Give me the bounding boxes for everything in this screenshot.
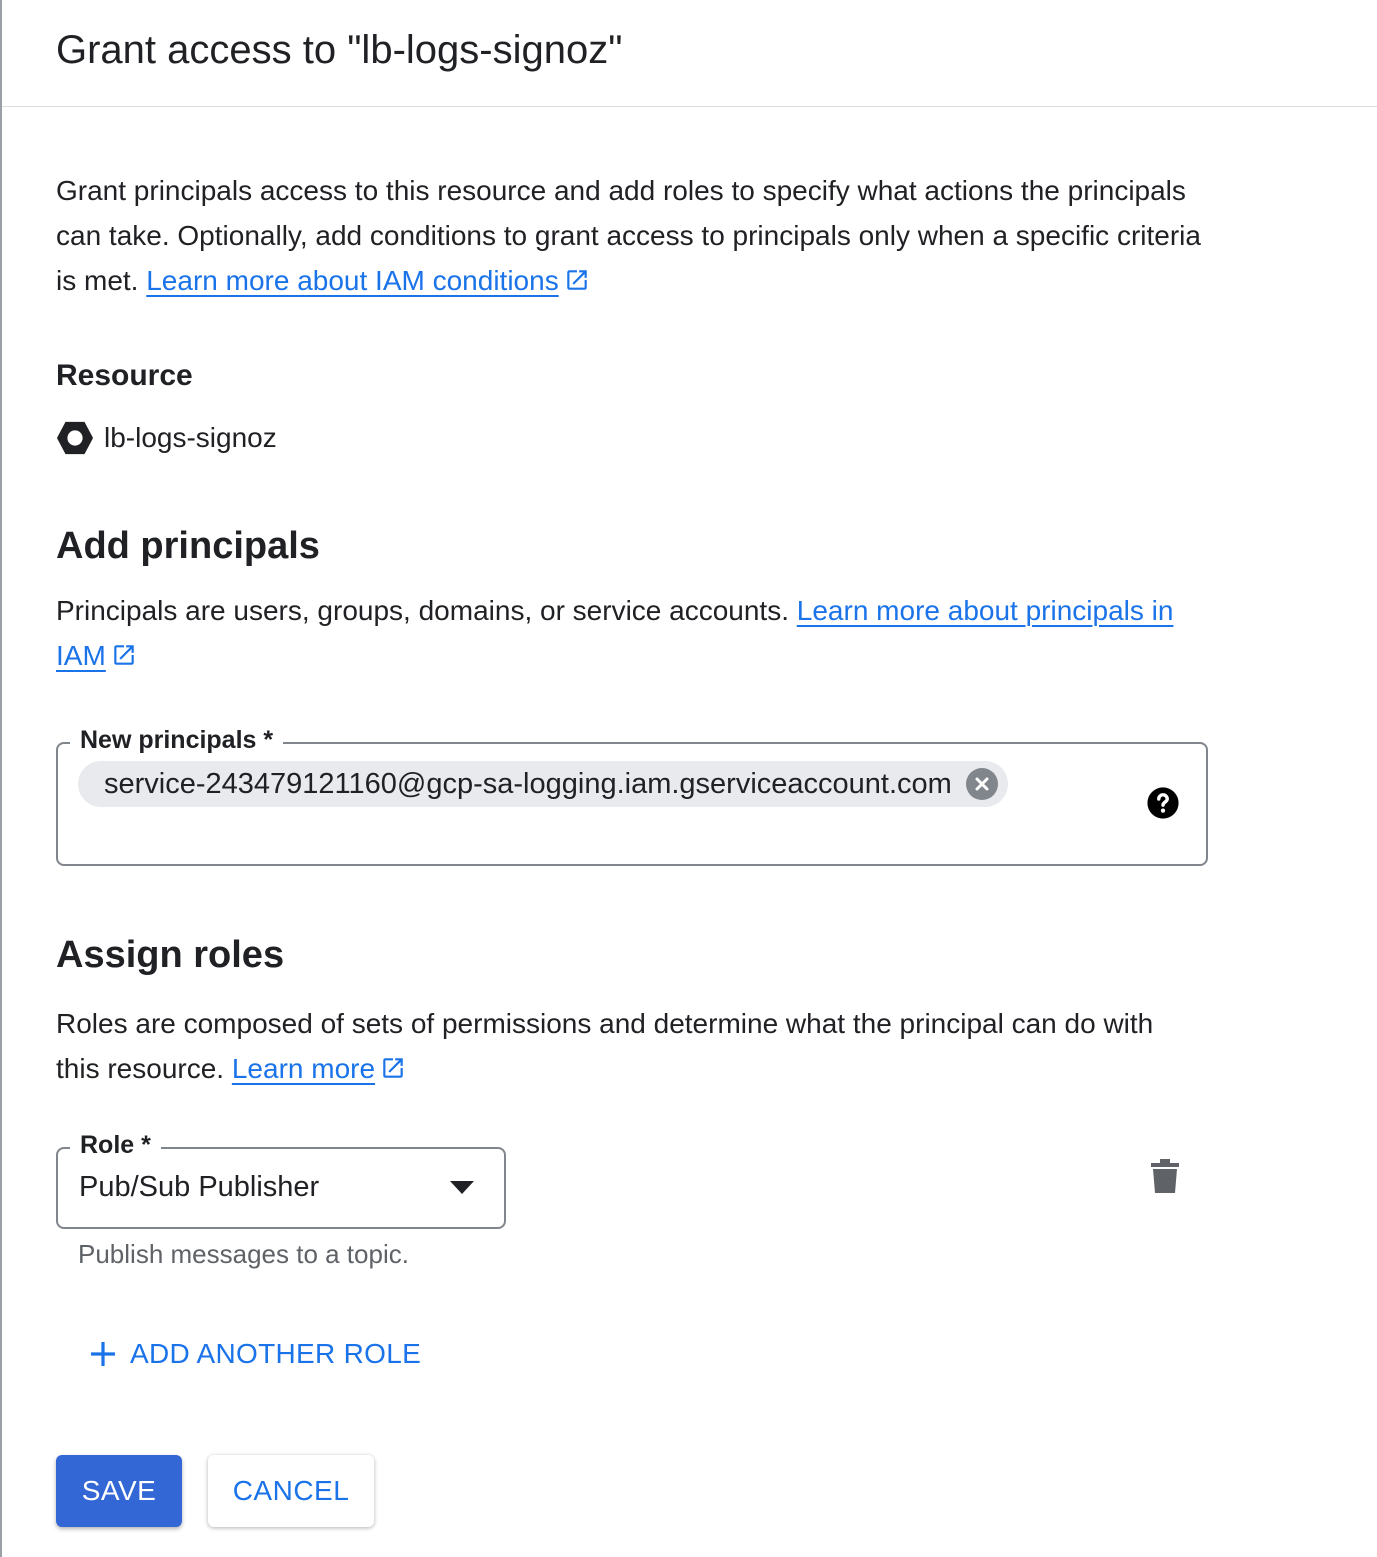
plus-icon [90,1341,116,1367]
iam-conditions-link-label: Learn more about IAM conditions [146,265,559,296]
assign-roles-text [56,1001,1202,1091]
delete-icon[interactable] [1150,1159,1180,1195]
resource-name: lb-logs-signoz [104,422,277,453]
add-principals-text [56,588,1202,678]
new-principals-field[interactable] [56,726,1208,866]
panel-title: Grant access to "lb-logs-signoz" [56,27,623,72]
panel-content [2,168,1202,1372]
external-link-icon [111,642,137,668]
iam-conditions-link[interactable] [146,265,589,296]
help-icon[interactable] [1146,786,1180,820]
external-link-icon [564,267,590,293]
cancel-button[interactable]: CANCEL [208,1455,374,1527]
pubsub-topic-icon [56,419,94,457]
new-principals-label: New principals * [70,726,283,755]
add-another-role-label: ADD ANOTHER ROLE [130,1338,422,1369]
dropdown-arrow-icon[interactable] [450,1181,474,1195]
intro-body: Grant principals access to this resource and add roles to specify what actions the principals can take. Optionally, add conditions to grant access to principals only when a specific criteria is met. [56,175,1201,296]
role-label: Role * [70,1131,161,1160]
close-icon [974,776,990,792]
save-button[interactable]: SAVE [56,1455,182,1527]
role-hint: Publish messages to a topic. [78,1239,409,1269]
assign-roles-body: Roles are composed of sets of permissions and determine what the principal can do with this resource. [56,1008,1154,1084]
chip-remove-icon[interactable] [966,768,998,800]
roles-learn-more-link[interactable] [232,1053,406,1084]
assign-roles-heading: Assign roles [56,934,285,976]
resource-heading: Resource [56,359,193,392]
add-principals-heading: Add principals [56,525,320,567]
role-select[interactable] [56,1131,506,1229]
role-value: Pub/Sub Publisher [79,1171,320,1203]
add-another-role-button[interactable] [90,1338,421,1370]
panel-header [2,0,1377,107]
principal-chip-label: service-243479121160@gcp-sa-logging.iam.gserviceaccount.com [104,767,952,800]
intro-text [56,168,1202,303]
principals-link-label: Learn more about principals in IAM [56,595,1174,671]
external-link-icon [380,1055,406,1081]
principal-chip [78,761,1008,807]
roles-learn-more-label: Learn more [231,1053,376,1084]
action-buttons [56,1455,374,1527]
resource-row [56,419,1202,457]
role-row [56,1131,1208,1229]
add-principals-body: Principals are users, groups, domains, or service accounts. [56,595,797,626]
